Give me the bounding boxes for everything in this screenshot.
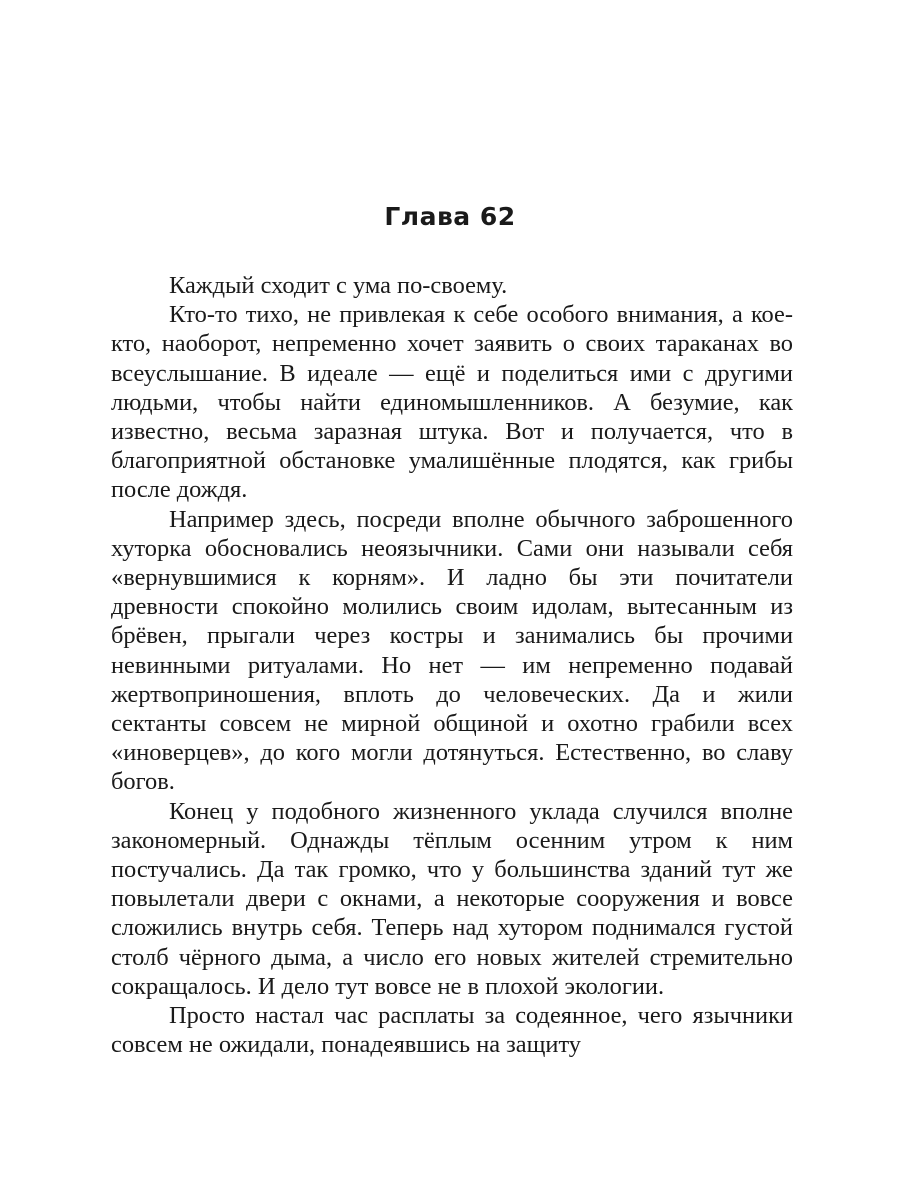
paragraph: Каждый сходит с ума по-своему. — [169, 272, 508, 299]
chapter-text — [111, 271, 793, 1059]
paragraph: Кто-то тихо, не привлекая к себе особого внимания, а кое-кто, наоборот, непременно хочет заявить о своих тараканах во всеуслышание. В идеале — ещё и поделиться ими с другими людьми, чтобы найти единомышленников. А безумие, как известно, весьма заразная штука. Вот и получается, что в благоприятной обстановке умалишённые плодятся, как грибы после дождя. — [111, 301, 793, 504]
paragraph: Например здесь, посреди вполне обычного заброшенного хуторка обосновались неоязычники. Сами они называли себя «вернувшимися к корням». И ладно бы эти почитатели древности спокойно молились своим идолам, вытесанным из брёвен, прыгали через костры и занимались бы прочими невинными ритуалами. Но нет — им непременно подавай жертвоприношения, вплоть до человеческих. Да и жили сектанты совсем не мирной общиной и охотно грабили всех «иноверцев», до кого могли дотянуться. Естественно, во славу богов. — [111, 505, 793, 796]
chapter-title: Глава 62 — [384, 202, 516, 231]
paragraph: Конец у подобного жизненного уклада случился вполне закономерный. Однажды тёплым осенним утром к ним постучались. Да так громко, что у большинства зданий тут же повылетали двери с окнами, а некоторые сооружения и вовсе сложились внутрь себя. Теперь над хутором поднимался густой столб чёрного дыма, а число его новых жителей стремительно сокращалось. И дело тут вовсе не в плохой экологии. — [111, 797, 793, 1000]
paragraph: Просто настал час расплаты за содеянное, чего язычники совсем не ожидали, понадеявшись на защиту — [111, 1002, 793, 1059]
